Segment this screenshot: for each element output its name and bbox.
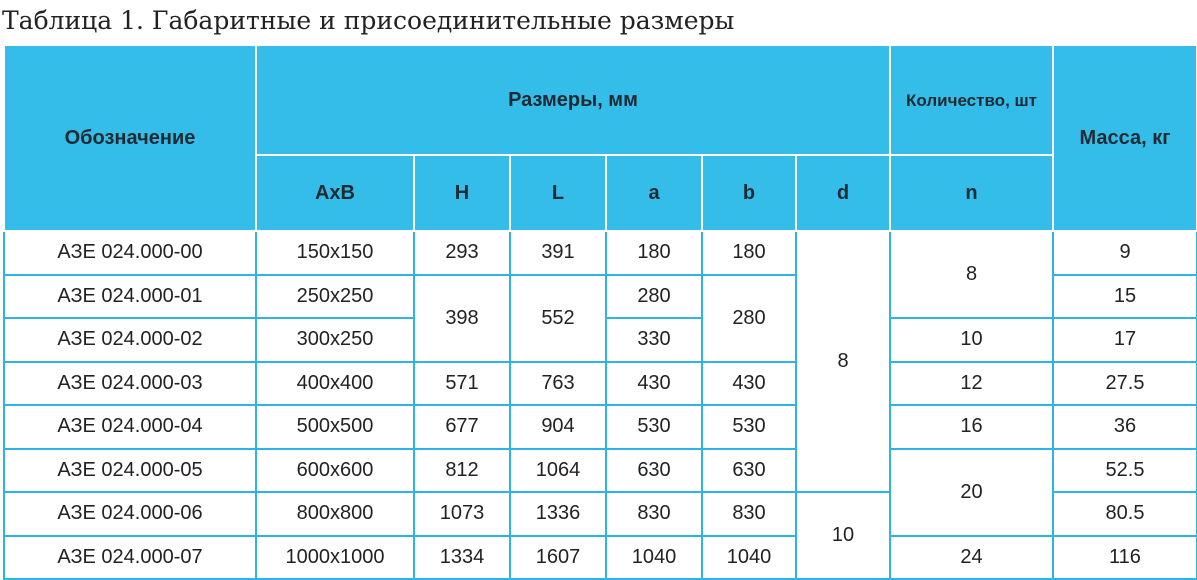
table-row: [4, 362, 1197, 406]
cell-designation: АЗЕ 024.000-05: [4, 449, 256, 493]
cell-a: 1040: [606, 536, 702, 580]
cell-l: 1607: [510, 536, 606, 580]
cell-designation: АЗЕ 024.000-01: [4, 275, 256, 319]
cell-mass: 116: [1053, 536, 1197, 580]
cell-l: 552: [510, 275, 606, 362]
cell-a: 530: [606, 405, 702, 449]
cell-l: 904: [510, 405, 606, 449]
cell-designation: АЗЕ 024.000-02: [4, 318, 256, 362]
cell-d: 8: [796, 231, 890, 492]
cell-mass: 27.5: [1053, 362, 1197, 406]
cell-h: 398: [414, 275, 510, 362]
cell-axb: 150x150: [256, 231, 414, 275]
header-mass: Масса, кг: [1053, 45, 1197, 231]
cell-a: 630: [606, 449, 702, 493]
cell-b: 180: [702, 231, 796, 275]
header-axb: AxB: [256, 155, 414, 231]
cell-h: 571: [414, 362, 510, 406]
cell-n: 20: [890, 449, 1053, 536]
header-h: H: [414, 155, 510, 231]
cell-axb: 500x500: [256, 405, 414, 449]
cell-a: 830: [606, 492, 702, 536]
cell-l: 1064: [510, 449, 606, 493]
header-quantity-group: Количество, шт: [890, 45, 1053, 155]
cell-designation: АЗЕ 024.000-04: [4, 405, 256, 449]
cell-h: 1073: [414, 492, 510, 536]
table-row: [4, 231, 1197, 275]
cell-h: 293: [414, 231, 510, 275]
table-caption: Таблица 1. Габаритные и присоединительные размеры: [2, 6, 735, 35]
cell-n: 8: [890, 231, 1053, 318]
cell-a: 330: [606, 318, 702, 362]
cell-n: 16: [890, 405, 1053, 449]
cell-mass: 17: [1053, 318, 1197, 362]
cell-l: 763: [510, 362, 606, 406]
table-row: [4, 405, 1197, 449]
cell-b: 630: [702, 449, 796, 493]
cell-designation: АЗЕ 024.000-00: [4, 231, 256, 275]
header-d: d: [796, 155, 890, 231]
cell-n: 12: [890, 362, 1053, 406]
cell-n: 24: [890, 536, 1053, 580]
header-n: n: [890, 155, 1053, 231]
table-row: [4, 449, 1197, 493]
cell-designation: АЗЕ 024.000-03: [4, 362, 256, 406]
cell-axb: 250x250: [256, 275, 414, 319]
cell-d: 10: [796, 492, 890, 579]
cell-mass: 15: [1053, 275, 1197, 319]
cell-n: 10: [890, 318, 1053, 362]
cell-designation: АЗЕ 024.000-06: [4, 492, 256, 536]
cell-axb: 800x800: [256, 492, 414, 536]
cell-a: 430: [606, 362, 702, 406]
cell-a: 180: [606, 231, 702, 275]
header-designation: Обозначение: [4, 45, 256, 231]
cell-h: 1334: [414, 536, 510, 580]
cell-mass: 9: [1053, 231, 1197, 275]
cell-axb: 600x600: [256, 449, 414, 493]
cell-l: 391: [510, 231, 606, 275]
header-a: a: [606, 155, 702, 231]
cell-axb: 1000x1000: [256, 536, 414, 580]
cell-h: 677: [414, 405, 510, 449]
cell-a: 280: [606, 275, 702, 319]
cell-b: 830: [702, 492, 796, 536]
cell-mass: 36: [1053, 405, 1197, 449]
cell-b: 1040: [702, 536, 796, 580]
cell-axb: 300x250: [256, 318, 414, 362]
header-l: L: [510, 155, 606, 231]
cell-h: 812: [414, 449, 510, 493]
cell-b: 430: [702, 362, 796, 406]
header-sizes-group: Размеры, мм: [256, 45, 890, 155]
header-row-group: [4, 45, 1197, 155]
cell-b: 280: [702, 275, 796, 362]
cell-mass: 52.5: [1053, 449, 1197, 493]
header-b: b: [702, 155, 796, 231]
cell-b: 530: [702, 405, 796, 449]
cell-mass: 80.5: [1053, 492, 1197, 536]
cell-axb: 400x400: [256, 362, 414, 406]
table-row: [4, 536, 1197, 580]
cell-l: 1336: [510, 492, 606, 536]
dimensions-table: [3, 44, 1197, 580]
cell-designation: АЗЕ 024.000-07: [4, 536, 256, 580]
